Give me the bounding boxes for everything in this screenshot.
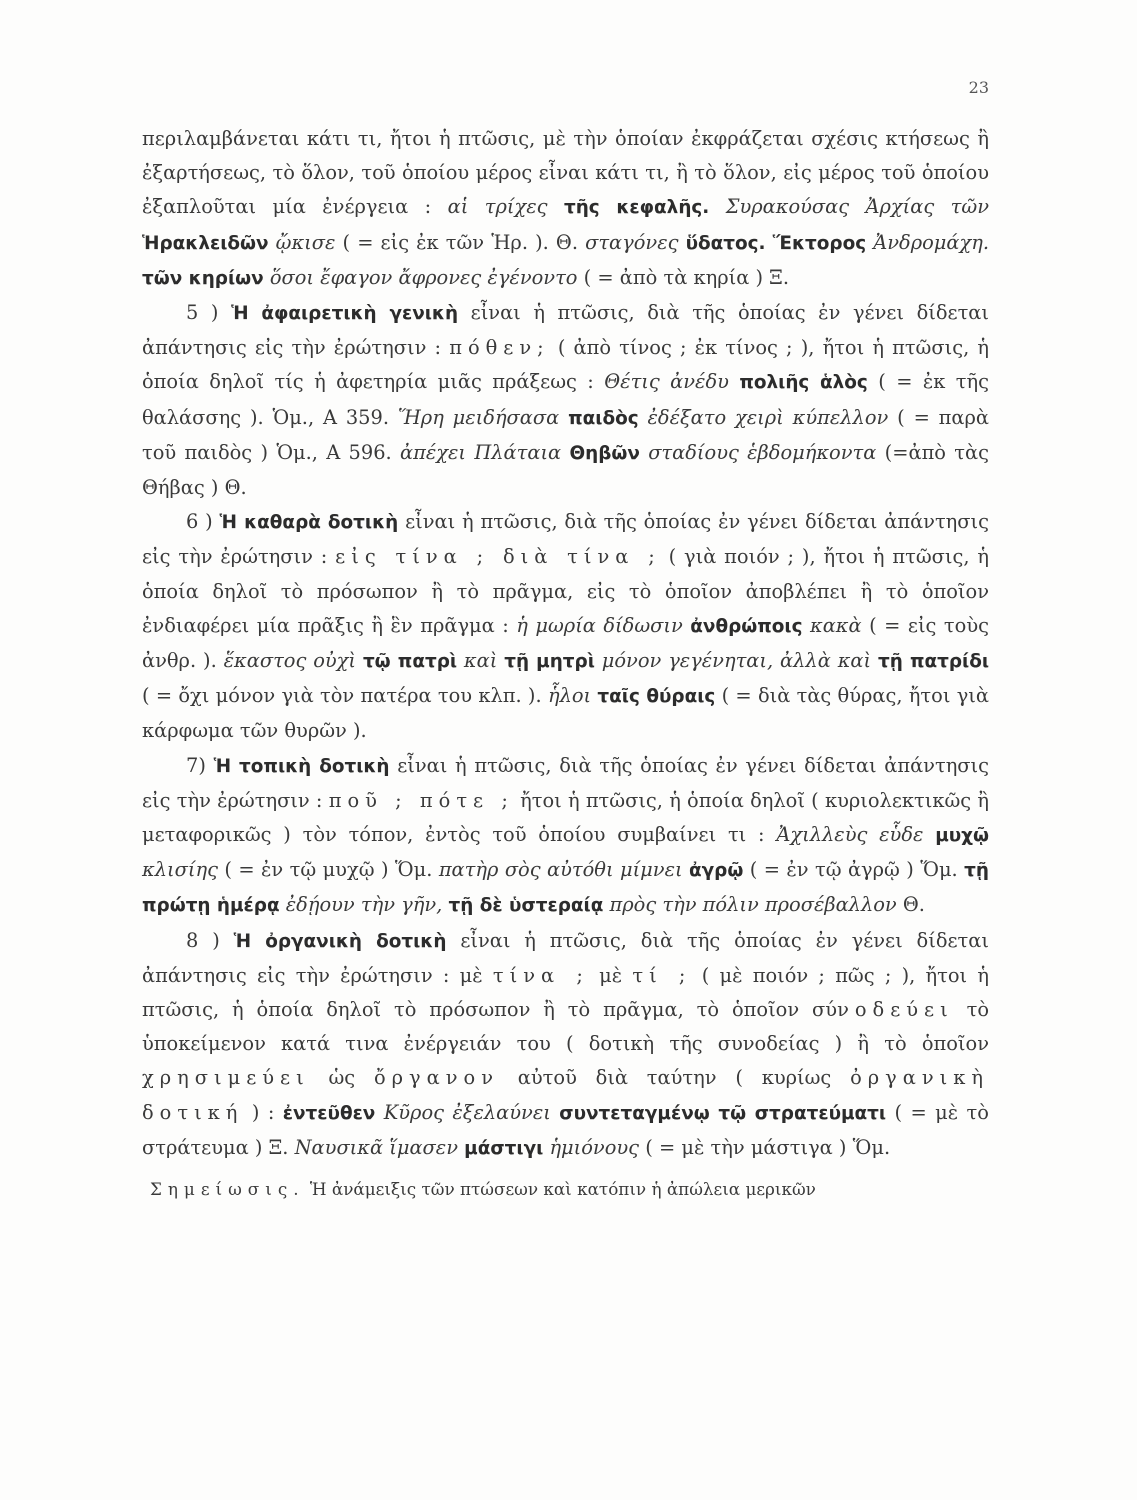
section-number: 8 ) — [186, 928, 220, 952]
spaced-text: εἰς τίνα ; διὰ τίνα ; — [335, 545, 661, 569]
text-run: ( = εἰς τοὺς ἀνθρ. ). — [142, 613, 989, 673]
text-run: ( = παρὰ τοῦ παιδὸς ) Ὁμ., Α 596. — [142, 405, 989, 464]
example-italic: πρὸς τὴν πόλιν προσέβαλλον — [609, 893, 897, 917]
text-run: ὡς — [328, 1066, 356, 1090]
example-italic: Συρακούσας Ἀρχίας τῶν — [725, 195, 989, 219]
text-run: ( = εἰς ἐκ τῶν Ἡρ. ). Θ. — [342, 230, 578, 254]
example-bold: μάστιγι — [464, 1137, 544, 1159]
text-run: ( = μὲ τὴν μάστιγα ) Ὅμ. — [645, 1135, 891, 1159]
spaced-text: νοδεύει — [837, 998, 954, 1022]
text-run: ( = ἐν τῷ μυχῷ ) Ὅμ. — [224, 858, 433, 882]
example-italic: Ἥρη μειδήσασα — [397, 405, 560, 429]
text-run: περιλαμβάνεται κάτι τι, ἤτοι ἡ πτῶσις, μὲ τὴν ὁποίαν ἐκφράζεται σχέσις κτήσεως ἢ ἐξαρτήσεως, τὸ ὅλον, τοῦ ὁποίου μέρος εἶναι κάτι τι, ἢ τὸ ὅλον, εἰς μέρος τοῦ ὁποίου ἐξαπλοῦται μία ἐνέργεια : — [142, 127, 989, 219]
example-italic: σταδίους ἑβδομήκοντα — [648, 440, 877, 464]
section-number: 6 ) — [186, 510, 213, 534]
example-bold: ὕδατος. — [685, 232, 766, 254]
text-run: (=ἀπὸ τὰς Θήβας ) Θ. — [142, 440, 989, 500]
text-run: εἶναι ἡ πτῶσις, διὰ τῆς ὁποίας ἐν γένει δίδεται ἀπάντησις εἰς τὴν ἐρώτησιν : μὲ — [142, 928, 989, 987]
text-run: ( μὲ ποιόν ; πῶς ; ), ἤτοι ἡ πτῶσις, ἡ ὁποία δηλοῖ τὸ πρόσωπον ἢ τὸ πρᾶγμα, τὸ ὁποῖον σύ — [142, 963, 990, 1022]
text-run: ( = ὄχι μόνον γιὰ τὸν πατέρα του κλπ. ). — [142, 684, 542, 708]
spaced-text: ὄργανον — [373, 1066, 499, 1090]
example-bold: Ἡρακλειδῶν — [142, 232, 269, 254]
example-italic: ᾤκισε — [275, 230, 336, 254]
section-heading: Ἡ τοπικὴ δοτικὴ — [213, 755, 390, 777]
text-run: εἶναι ἡ πτῶσις, διὰ τῆς ὁποίας ἐν γένει δίδεται ἀπάντησις εἰς τὴν ἐρώτησιν : — [142, 753, 990, 812]
example-bold: ταῖς θύραις — [597, 686, 716, 708]
example-bold: μυχῷ — [935, 825, 989, 847]
spaced-text: ποῦ ; πότε ; — [328, 788, 514, 812]
section-number: 7) — [186, 753, 206, 777]
example-bold: τῇ μητρὶ — [504, 651, 595, 673]
spaced-text: πόθεν; — [449, 336, 550, 360]
example-italic: ἀπέχει Πλάταια — [400, 440, 562, 464]
example-italic: Ναυσικᾶ ἵμασεν — [294, 1135, 458, 1159]
text-run: ( = μὲ τὸ στράτευμα ) Ξ. — [142, 1100, 989, 1159]
note-text: Ἡ ἀνάμειξις τῶν πτώσεων καὶ κατόπιν ἡ ἀπώλεια μερικῶν — [309, 1179, 816, 1200]
paragraph-locative-dative — [142, 749, 989, 924]
example-italic: ἧλοι — [547, 684, 592, 708]
paragraph-pure-dative — [142, 505, 989, 748]
section-heading: Ἡ καθαρὰ δοτικὴ — [219, 512, 399, 534]
example-bold: τῇ πρώτῃ ἡμέρᾳ — [142, 860, 989, 917]
example-italic: ἕκαστος οὐχὶ — [223, 649, 357, 673]
example-italic: ἐδῄουν τὴν γῆν, — [285, 893, 443, 917]
example-italic: μόνον γεγένηται, ἀλλὰ καὶ — [601, 649, 872, 673]
example-bold: τῇ πατρίδι — [878, 651, 990, 673]
example-bold: ἐντεῦθεν — [282, 1102, 376, 1124]
text-run: ( = ἀπὸ τὰ κηρία ) Ξ. — [583, 265, 789, 289]
page-number: 23 — [968, 78, 989, 97]
body-text — [142, 122, 989, 1204]
example-bold: τῶν κηρίων — [142, 267, 264, 289]
example-italic: Θέτις ἀνέδυ — [604, 370, 729, 394]
text-run: αὐτοῦ διὰ ταύτην ( κυρίως — [517, 1066, 832, 1090]
example-bold: τῆς κεφαλῆς. — [563, 197, 710, 219]
text-run: ) : — [251, 1100, 275, 1124]
section-heading: Ἡ ὀργανικὴ δοτικὴ — [233, 930, 447, 952]
example-bold: συντεταγμένῳ τῷ στρατεύματι — [559, 1102, 887, 1124]
example-bold: τῇ δὲ ὑστεραίᾳ — [448, 895, 604, 917]
section-heading: Ἡ ἀφαιρετικὴ γενικὴ — [231, 303, 459, 325]
text-run: τὸ ὑποκείμενον κατά τινα ἐνέργειάν του ( δοτικὴ τῆς συνοδείας ) ἢ τὸ ὁποῖον — [142, 998, 989, 1056]
example-italic: σταγόνες — [585, 230, 679, 254]
text-run: μὲ — [599, 963, 623, 987]
section-number: 5 ) — [186, 301, 219, 325]
spaced-text: τίνα ; — [492, 963, 589, 987]
example-italic: Κῦρος ἐξελαύνει — [383, 1100, 551, 1124]
text-run: ἤτοι ἡ πτῶσις, ἡ ὁποία δηλοῖ ( κυριολεκτικῶς ἢ μεταφορικῶς ) τὸν τόπον, ἐντὸς τοῦ ὁποίου συμβαίνει τι : — [142, 788, 989, 847]
spaced-text: ὀργανικὴ δοτική — [142, 1066, 989, 1124]
example-bold: ἀγρῷ — [689, 860, 744, 882]
paragraph-instrumental-dative — [142, 924, 989, 1166]
example-italic: καὶ — [463, 649, 498, 673]
example-italic: κλισίης — [142, 858, 218, 882]
example-bold: Ἕκτορος — [772, 232, 867, 254]
paragraph-genitive-partitive — [142, 122, 989, 296]
example-italic: ἡ μωρία δίδωσιν — [516, 613, 683, 637]
example-italic: ἡμιόνους — [549, 1135, 640, 1159]
example-italic: κακὰ — [809, 613, 862, 637]
spaced-text: τί ; — [632, 963, 692, 987]
text-run: ( = διὰ τὰς θύρας, ἤτοι γιὰ κάρφωμα τῶν θυρῶν ). — [142, 684, 989, 743]
example-italic: πατὴρ σὸς αὐτόθι μίμνει — [438, 858, 683, 882]
example-bold: πολιῆς ἁλὸς — [739, 372, 868, 394]
example-bold: τῷ πατρὶ — [362, 651, 458, 673]
text-run: ( ἀπὸ τίνος ; ἐκ τίνος ; ), ἤτοι ἡ πτῶσις, ἡ ὁποία δηλοῖ τίς ἡ ἀφετηρία μιᾶς πράξεως : — [142, 336, 989, 394]
text-run: Θ. — [902, 893, 925, 917]
text-run: ( = ἐκ τῆς θαλάσσης ). Ὁμ., Α 359. — [142, 370, 989, 429]
paragraph-ablative-genitive — [142, 296, 989, 505]
example-italic: Ἀνδρομάχη. — [873, 230, 990, 254]
text-run: ( γιὰ ποιόν ; ), ἤτοι ἡ πτῶσις, ἡ ὁποία δηλοῖ τὸ πρόσωπον ἢ τὸ πρᾶγμα, εἰς τὸ ὁποῖον ἀποβλέπει ἢ τὸ ὁποῖον ἐνδιαφέρει μία πρᾶξις ἢ ἓν πρᾶγμα : — [142, 545, 990, 637]
example-italic: αἱ τρίχες — [447, 195, 548, 219]
text-run: εἶναι ἡ πτῶσις, διὰ τῆς ὁποίας ἐν γένει δίδεται ἀπάντησις εἰς τὴν ἐρώτησιν : — [142, 510, 989, 569]
note-paragraph — [142, 1174, 989, 1204]
example-italic: ὅσοι ἔφαγον ἄφρονες ἐγένοντο — [269, 265, 578, 289]
text-run: εἶναι ἡ πτῶσις, διὰ τῆς ὁποίας ἐν γένει δίδεται ἀπάντησις εἰς τὴν ἐρώτησιν : — [142, 301, 990, 360]
note-label: Σημείωσις. — [150, 1179, 305, 1200]
example-bold: παιδὸς — [568, 407, 639, 429]
example-bold: ἀνθρώποις — [690, 615, 803, 637]
example-italic: Ἀχιλλεὺς εὗδε — [776, 823, 924, 847]
text-run: ( = ἐν τῷ ἀγρῷ ) Ὅμ. — [749, 858, 958, 882]
example-italic: ἐδέξατο χειρὶ κύπελλον — [647, 405, 889, 429]
spaced-text: χρησιμεύει — [142, 1066, 310, 1090]
example-bold: Θηβῶν — [569, 442, 640, 464]
